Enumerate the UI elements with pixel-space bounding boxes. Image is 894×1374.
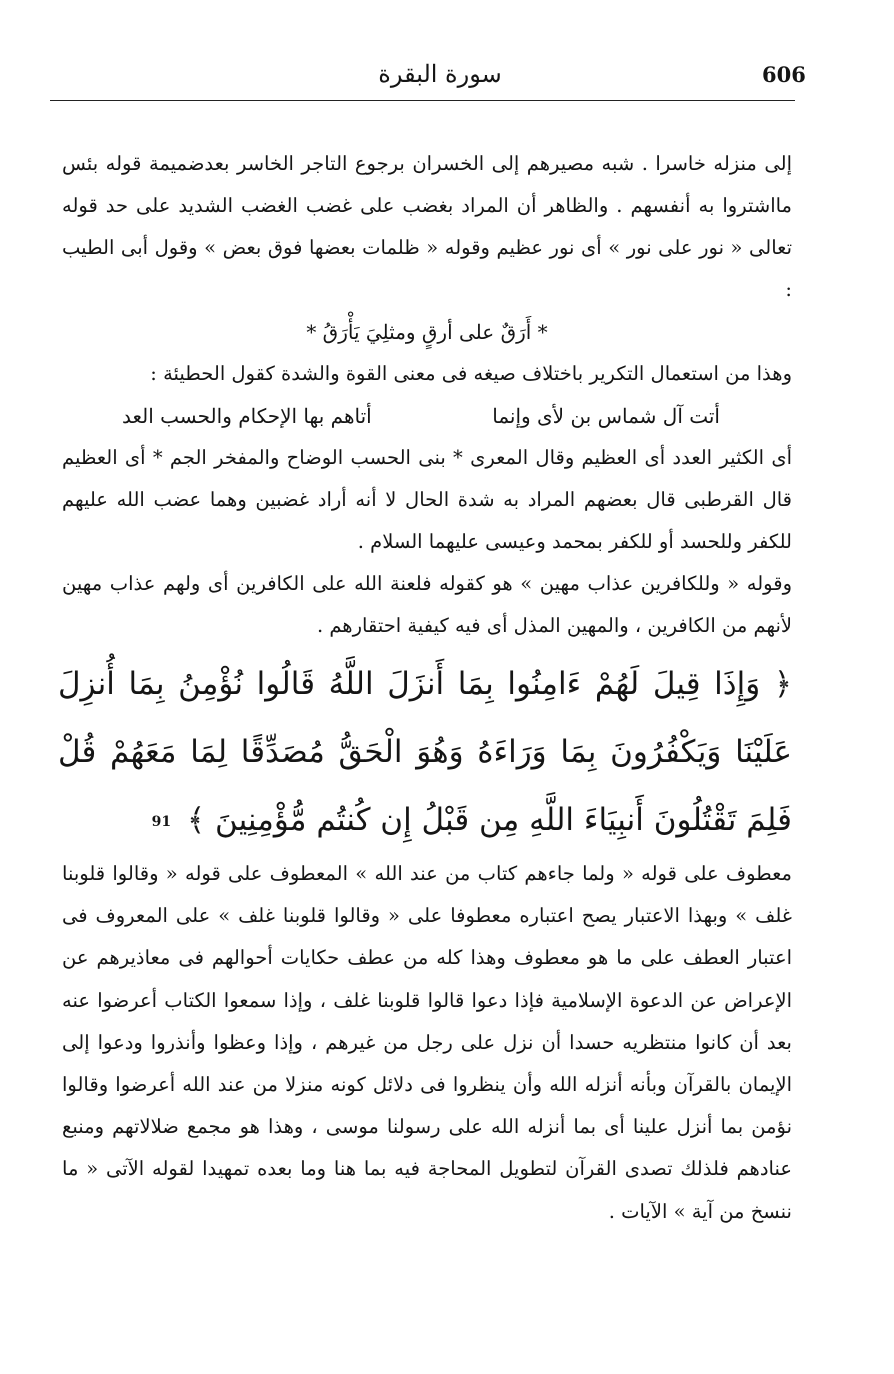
poem-hemistich-left: أتاهم بها الإحكام والحسب العد [122, 404, 372, 428]
paragraph: وهذا من استعمال التكرير باختلاف صيغه فى معنى القوة والشدة كقول الحطيئة : [150, 362, 792, 385]
paragraph: أى الكثير العدد أى العظيم وقال المعرى * بنى الحسب الوضاح والمفخر الجم * أى العظيم قال القرطبى قال بعضهم المراد به شدة الحال لا أنه أراد غضبين وهما عضب الله عليهم للكفر وللحسد أو للكفر بمحمد وعيسى عليهما السلام . [62, 446, 792, 553]
poem-line [62, 395, 792, 437]
commentary-section-2 [62, 853, 792, 1233]
verse-number: 91 [151, 813, 172, 830]
page-number: 606 [762, 62, 806, 87]
poem-hemistich-right: أتت آل شماس بن لأى وإنما [492, 404, 720, 428]
surah-title: سورة البقرة [378, 60, 502, 88]
paragraph: إلى منزله خاسرا . شبه مصيرهم إلى الخسران برجوع التاجر الخاسر بعدضميمة قوله بئس مااشتروا به أنفسهم . والظاهر أن المراد بغضب على غضب الغضب الشديد على حد قوله تعالى « نور على نور » أى نور عظيم وقوله « ظلمات بعضها فوق بعض » وقول أبى الطيب : [62, 152, 792, 301]
commentary-section-1 [62, 143, 792, 647]
quran-verse-block [58, 650, 792, 856]
quoted-verse: * أَرَقٌ على أرقٍ ومثلِيَ يَأْرَقُ * [306, 320, 548, 344]
paragraph: معطوف على قوله « ولما جاءهم كتاب من عند الله » المعطوف على قوله « وقالوا قلوبنا غلف » وبهذا الاعتبار يصح اعتباره معطوفا على « وقالوا قلوبنا غلف » على المعروف فى اعتبار العطف على ما هو معطوف وهذا كله من عطف حكايات أحوالهم فى معاذيرهم عن الإعراض عن الدعوة الإسلامية فإذا دعوا قالوا قلوبنا غلف ، وإذا سمعوا الكتاب أعرضوا عنه بعد أن كانوا منتظريه حسدا أن نزل على رجل من غيرهم ، وإذا وعظوا وأنذروا ودعوا إلى الإيمان بالقرآن وبأنه أنزله الله وأن ينظروا فى دلائل كونه منزلا من عند الله أعرضوا وقالوا نؤمن بما أنزل علينا أى بما أنزله الله على رسولنا موسى ، وهذا هو مجمع ضلالاتهم ومنبع عنادهم فلذلك تصدى القرآن لتطويل المحاجة فيه بما هنا وما بعده تمهيدا لقوله الآتى « ما ننسخ من آية » الآيات . [62, 862, 792, 1223]
header-divider [50, 100, 795, 101]
quran-verse-text: ﴿ وَإِذَا قِيلَ لَهُمْ ءَامِنُوا بِمَا أَنزَلَ اللَّهُ قَالُوا نُؤْمِنُ بِمَا أُنزِلَ عَلَيْنَا وَيَكْفُرُونَ بِمَا وَرَاءَهُ وَهُوَ الْحَقُّ مُصَدِّقًا لِمَا مَعَهُمْ قُلْ فَلِمَ تَقْتُلُونَ أَنبِيَاءَ اللَّهِ مِن قَبْلُ إِن كُنتُم مُّؤْمِنِينَ ﴾ [58, 666, 792, 838]
paragraph: وقوله « وللكافرين عذاب مهين » هو كقوله فلعنة الله على الكافرين أى ولهم عذاب مهين لأنهم من الكافرين ، والمهين المذل أى فيه كيفية احتقارهم . [62, 572, 792, 637]
page-header [50, 60, 806, 102]
